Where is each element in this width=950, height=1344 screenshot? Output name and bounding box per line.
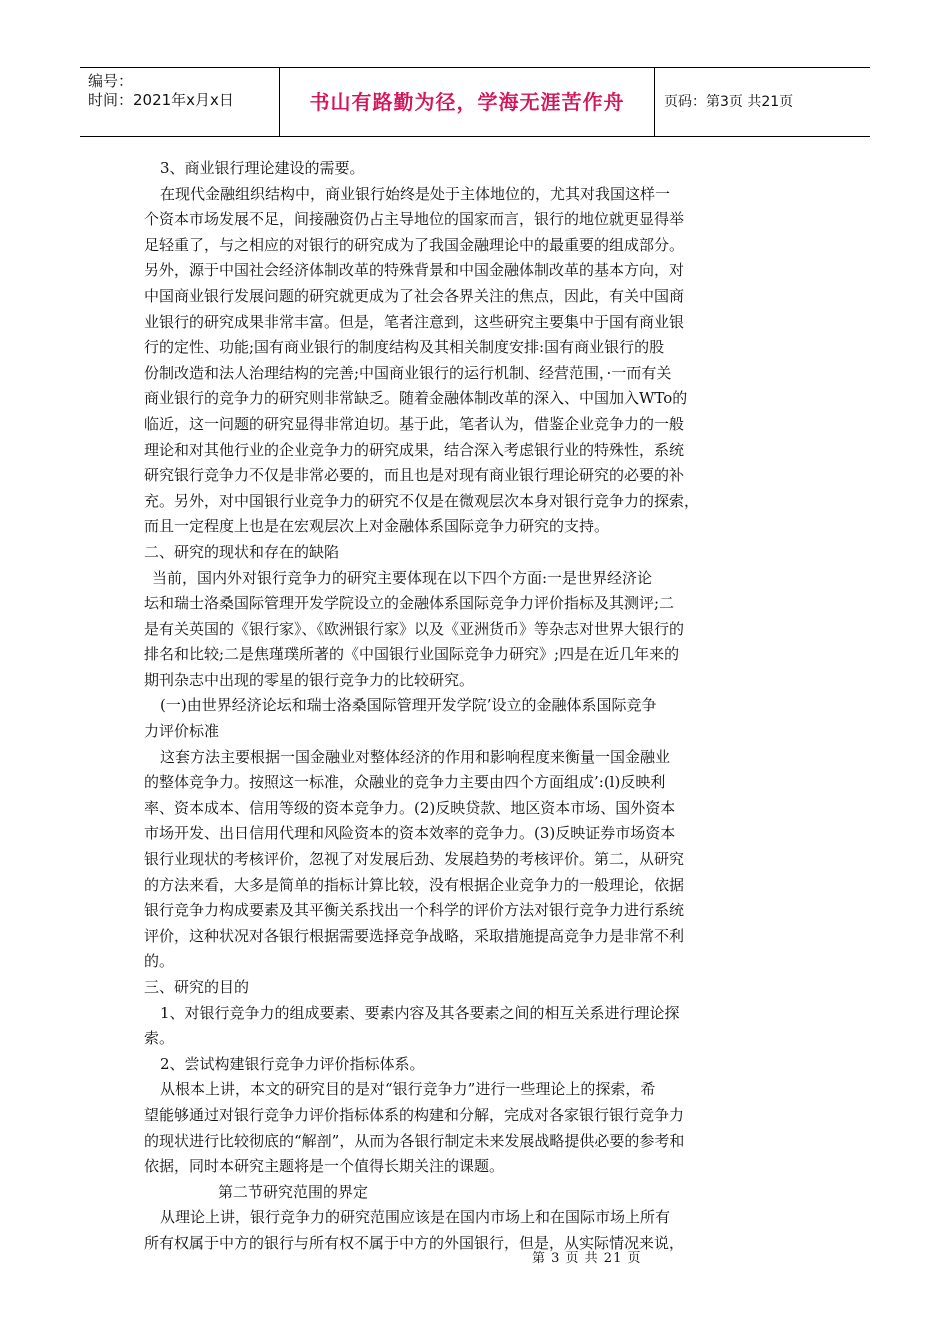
text-line: 银行业现状的考核评价，忽视了对发展后劲、发展趋势的考核评价。第二，从研究: [144, 850, 685, 869]
header-info-cell: [80, 68, 280, 136]
section-heading: 三、研究的目的: [144, 978, 250, 996]
text-line: 临近，这一问题的研究显得非常迫切。基于此，笔者认为，借鉴企业竞争力的一般: [144, 414, 685, 433]
text-line: 当前，国内外对银行竞争力的研究主要体现在以下四个方面:一是世界经济论: [152, 568, 653, 587]
text-line: 理论和对其他行业的企业竞争力的研究成果，结合深入考虑银行业的特殊性，系统: [144, 440, 685, 459]
text-line: 是有关英国的《银行家》、《欧洲银行家》以及《亚洲货币》等杂志对世界大银行的: [144, 619, 685, 638]
text-line: 3、商业银行理论建设的需要。: [160, 159, 365, 177]
text-line: 期刊杂志中出现的零星的银行竞争力的比较研究。: [144, 670, 475, 689]
text-line: 充。另外，对中国银行业竞争力的研究不仅是在微观层次本身对银行竞争力的探索，: [144, 491, 700, 510]
text-line: 个资本市场发展不足，间接融资仍占主导地位的国家而言，银行的地位就更显得举: [144, 210, 685, 229]
subsection-heading: 力评价标准: [144, 722, 220, 741]
text-line: 的。: [144, 952, 175, 971]
page-number-label: 页码：第3页 共21页: [664, 94, 794, 110]
text-line: 2、尝试构建银行竞争力评价指标体系。: [160, 1054, 425, 1073]
text-line: 的整体竞争力。按照这一标准，众融业的竞争力主要由四个方面组成’:(l)反映利: [144, 773, 666, 792]
motto-banner: 书山有路勤为径，学海无涯苦作舟: [280, 68, 655, 136]
text-line: 银行竞争力构成要素及其平衡关系找出一个科学的评价方法对银行竞争力进行系统: [144, 901, 685, 920]
text-line: 从根本上讲，本文的研究目的是对“银行竞争力”进行一些理论上的探索，希: [160, 1080, 656, 1099]
text-line: 研究银行竞争力不仅是非常必要的，而且也是对现有商业银行理论研究的必要的补: [144, 466, 685, 485]
text-line: 这套方法主要根据一国金融业对整体经济的作用和影响程度来衡量一国金融业: [160, 747, 671, 766]
section-title: 第二节研究范围的界定: [218, 1182, 369, 1201]
text-line: 排名和比较;二是焦瑾璞所著的《中国银行业国际竞争力研究》;四是在近几年来的: [144, 645, 680, 664]
text-line: 份制改造和法人治理结构的完善;中国商业银行的运行机制、经营范围，·一而有关: [144, 363, 672, 382]
text-line: 在现代金融组织结构中，商业银行始终是处于主体地位的，尤其对我国这样一: [160, 184, 671, 203]
text-line: 中国商业银行发展问题的研究就更成为了社会各界关注的焦点，因此，有关中国商: [144, 286, 685, 305]
text-line: 从理论上讲，银行竞争力的研究范围应该是在国内市场上和在国际市场上所有: [160, 1208, 671, 1227]
date-label: 时间：2021年x月x日: [88, 91, 234, 109]
text-line: 1、对银行竞争力的组成要素、要素内容及其各要素之间的相互关系进行理论探: [160, 1003, 680, 1022]
subsection-heading: (一)由世界经济论坛和瑞士洛桑国际管理开发学院’设立的金融体系国际竞争: [160, 696, 657, 715]
text-line: 而且一定程度上也是在宏观层次上对金融体系国际竞争力研究的支持。: [144, 517, 610, 536]
text-line: 的现状进行比较彻底的“解剖”，从而为各银行制定未来发展战略提供必要的参考和: [144, 1131, 685, 1150]
text-line: 望能够通过对银行竞争力评价指标体系的构建和分解，完成对各家银行银行竞争力: [144, 1105, 685, 1124]
text-line: 业银行的研究成果非常丰富。但是，笔者注意到，这些研究主要集中于国有商业银: [144, 312, 685, 331]
document-number-label: 编号：: [88, 72, 134, 90]
page-footer: 第 3 页 共 21 页: [532, 1251, 642, 1266]
text-line: 商业银行的竞争力的研究则非常缺乏。随着金融体制改革的深入、中国加入WTo的: [144, 389, 688, 408]
section-heading: 二、研究的现状和存在的缺陷: [144, 542, 340, 561]
text-line: 依据，同时本研究主题将是一个值得长期关注的课题。: [144, 1157, 505, 1176]
text-line: 的方法来看，大多是简单的指标计算比较，没有根据企业竞争力的一般理论，依据: [144, 875, 685, 894]
page-header: [80, 67, 870, 137]
text-line: 索。: [144, 1029, 175, 1048]
text-line: 市场开发、出日信用代理和风险资本的资本效率的竞争力。(3)反映证券市场资本: [144, 824, 676, 843]
text-line: 足轻重了，与之相应的对银行的研究成为了我国金融理论中的最重要的组成部分。: [144, 235, 685, 254]
document-body: [144, 156, 784, 1257]
text-line: 行的定性、功能;国有商业银行的制度结构及其相关制度安排:国有商业银行的股: [144, 338, 665, 357]
text-line: 评价，这种状况对各银行根据需要选择竞争战略，采取措施提高竞争力是非常不利: [144, 926, 685, 945]
text-line: 率、资本成本、信用等级的资本竞争力。(2)反映贷款、地区资本市场、国外资本: [144, 798, 676, 817]
text-line: 所有权属于中方的银行与所有权不属于中方的外国银行，但是，从实际情况来说，: [144, 1233, 685, 1252]
text-line: 坛和瑞士洛桑国际管理开发学院设立的金融体系国际竞争力评价指标及其测评;二: [144, 594, 675, 613]
text-line: 另外，源于中国社会经济体制改革的特殊背景和中国金融体制改革的基本方向，对: [144, 261, 685, 280]
